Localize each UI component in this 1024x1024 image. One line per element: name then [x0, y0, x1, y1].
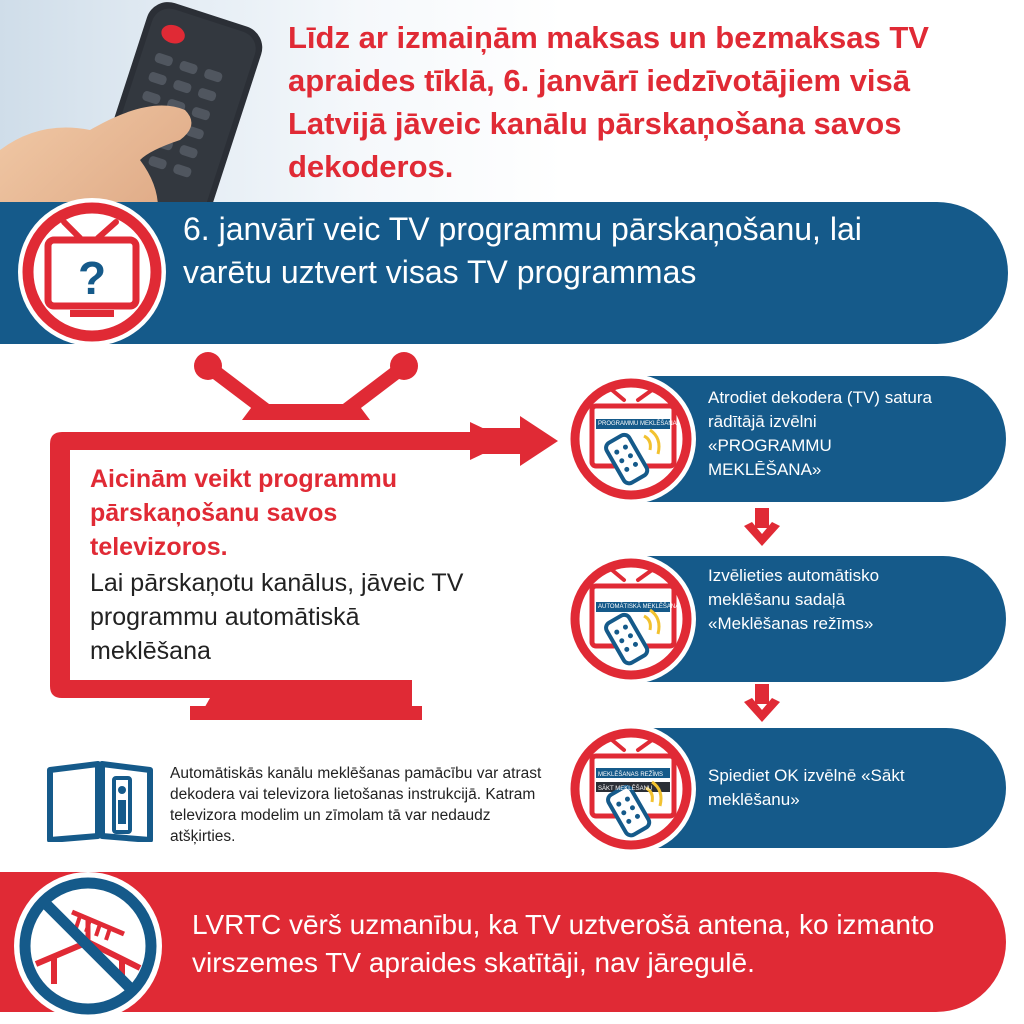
- info-note: Automātiskās kanālu meklēšanas pamācību var atrast dekodera vai televizora lietošanas instrukcijā. Katram televizora modelim un zīmolam tā var nedaudz atšķirties.: [170, 765, 542, 845]
- step-2-screen-label: AUTOMĀTISKĀ MEKLĒŠANA: [598, 604, 680, 610]
- tv-remote-icon: [566, 554, 696, 684]
- arrow-down-icon: [738, 684, 786, 726]
- tv-remote-icon: [566, 374, 696, 504]
- step-3-screen-label: MEKLĒŠANAS REŽĪMS: [598, 772, 664, 778]
- no-antenna-icon: [14, 872, 162, 1020]
- step-3-screen-label-2: SĀKT MEKLĒŠANU: [598, 786, 653, 792]
- headline: Līdz ar izmaiņām maksas un bezmaksas TV apraides tīklā, 6. janvārī iedzīvotājiem visā Latvijā jāveic kanālu pārskaņošana savos dekoderos.: [288, 20, 929, 184]
- arrow-down-icon: [738, 508, 786, 550]
- step-1-text: Atrodiet dekodera (TV) satura rādītājā izvēlni «PROGRAMMU MEKLĒŠANA»: [708, 388, 932, 479]
- step-2-text: Izvēlieties automātisko meklēšanu sadaļā «Meklēšanas režīms»: [708, 566, 880, 633]
- step-3-text: Spiediet OK izvēlnē «Sākt meklēšanu»: [708, 766, 905, 809]
- svg-text:?: ?: [78, 252, 107, 304]
- info-book-icon: [44, 760, 156, 842]
- top-banner-text: 6. janvārī veic TV programmu pārskaņošanu, lai varētu uztvert visas TV programmas: [183, 211, 862, 290]
- bottom-banner-text: LVRTC vērš uzmanību, ka TV uztverošā antena, ko izmanto virszemes TV apraides skatītāji, nav jāregulē.: [192, 909, 935, 978]
- tv-question-icon: [18, 198, 166, 346]
- middle-body: Lai pārskaņotu kanālus, jāveic TV programmu automātiskā meklēšana: [90, 569, 464, 665]
- step-1-screen-label: PROGRAMMU MEKLĒŠANA: [598, 421, 677, 427]
- middle-heading: Aicinām veikt programmu pārskaņošanu savos televizoros.: [90, 465, 398, 561]
